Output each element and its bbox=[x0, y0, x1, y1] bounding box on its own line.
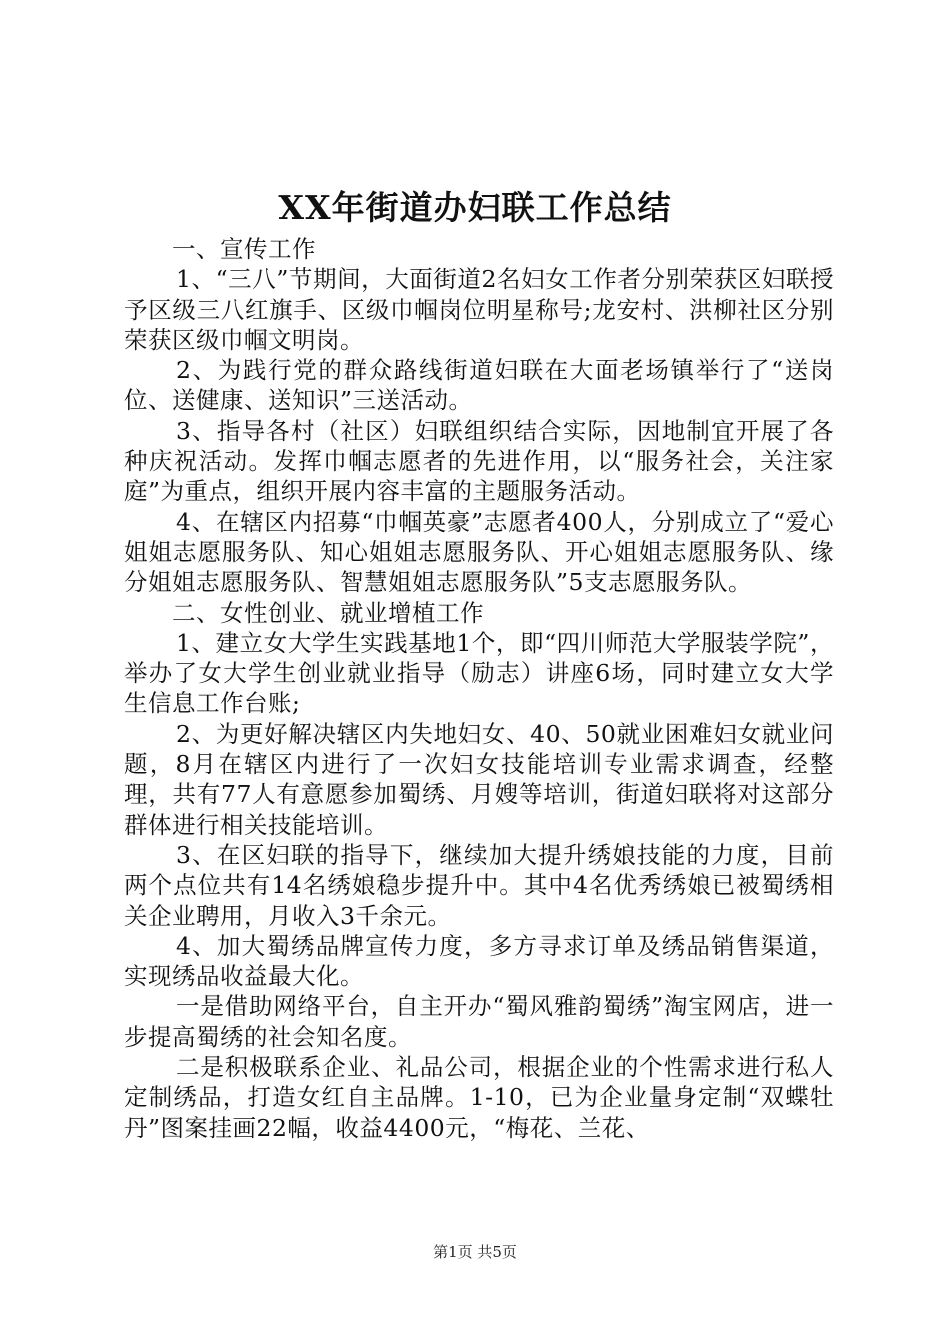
body-paragraph: 1、建立女大学生实践基地1个，即“四川师范大学服装学院”，举办了女大学生创业就业指导（励志）讲座6场，同时建立女大学生信息工作台账; bbox=[124, 628, 834, 718]
document-title: XX年街道办妇联工作总结 bbox=[278, 188, 672, 227]
section-heading: 一、宣传工作 bbox=[172, 235, 316, 263]
body-paragraph: 4、加大蜀绣品牌宣传力度，多方寻求订单及绣品销售渠道，实现绣品收益最大化。 bbox=[124, 931, 834, 991]
section-heading: 二、女性创业、就业增植工作 bbox=[172, 598, 484, 627]
body-paragraph: 一是借助网络平台，自主开办“蜀风雅韵蜀绣”淘宝网店，进一步提高蜀绣的社会知名度。 bbox=[124, 992, 834, 1051]
body-paragraph: 1、“三八”节期间，大面街道2名妇女工作者分别荣获区妇联授予区级三八红旗手、区级巾帼岗位明星称号;龙安村、洪柳社区分别荣获区级巾帼文明岗。 bbox=[124, 265, 834, 354]
body-paragraph: 2、为践行党的群众路线街道妇联在大面老场镇举行了“送岗位、送健康、送知识”三送活动。 bbox=[124, 356, 834, 415]
body-paragraph: 2、为更好解决辖区内失地妇女、40、50就业困难妇女就业问题，8月在辖区内进行了一次妇女技能培训专业需求调查，经整理，共有77人有意愿参加蜀绣、月嫂等培训，街道妇联将对这部分群体进行相关技能培训。 bbox=[124, 719, 834, 839]
body-paragraph: 二是积极联系企业、礼品公司，根据企业的个性需求进行私人定制绣品，打造女红自主品牌。1-10，已为企业量身定制“双蝶牡丹”图案挂画22幅，收益4400元，“梅花、兰花、 bbox=[124, 1053, 834, 1142]
page-footer: 第1页 共5页 bbox=[433, 1243, 517, 1261]
body-paragraph: 3、指导各村（社区）妇联组织结合实际，因地制宜开展了各种庆祝活动。发挥巾帼志愿者的先进作用，以“服务社会，关注家庭”为重点，组织开展内容丰富的主题服务活动。 bbox=[124, 416, 834, 506]
body-paragraph: 3、在区妇联的指导下，继续加大提升绣娘技能的力度，目前两个点位共有14名绣娘稳步提升中。其中4名优秀绣娘已被蜀绣相关企业聘用，月收入3千余元。 bbox=[124, 840, 834, 930]
body-paragraph: 4、在辖区内招募“巾帼英豪”志愿者400人，分别成立了“爱心姐姐志愿服务队、知心姐姐志愿服务队、开心姐姐志愿服务队、缘分姐姐志愿服务队、智慧姐姐志愿服务队”5支志愿服务队。 bbox=[124, 507, 834, 597]
document-body bbox=[124, 234, 834, 1143]
